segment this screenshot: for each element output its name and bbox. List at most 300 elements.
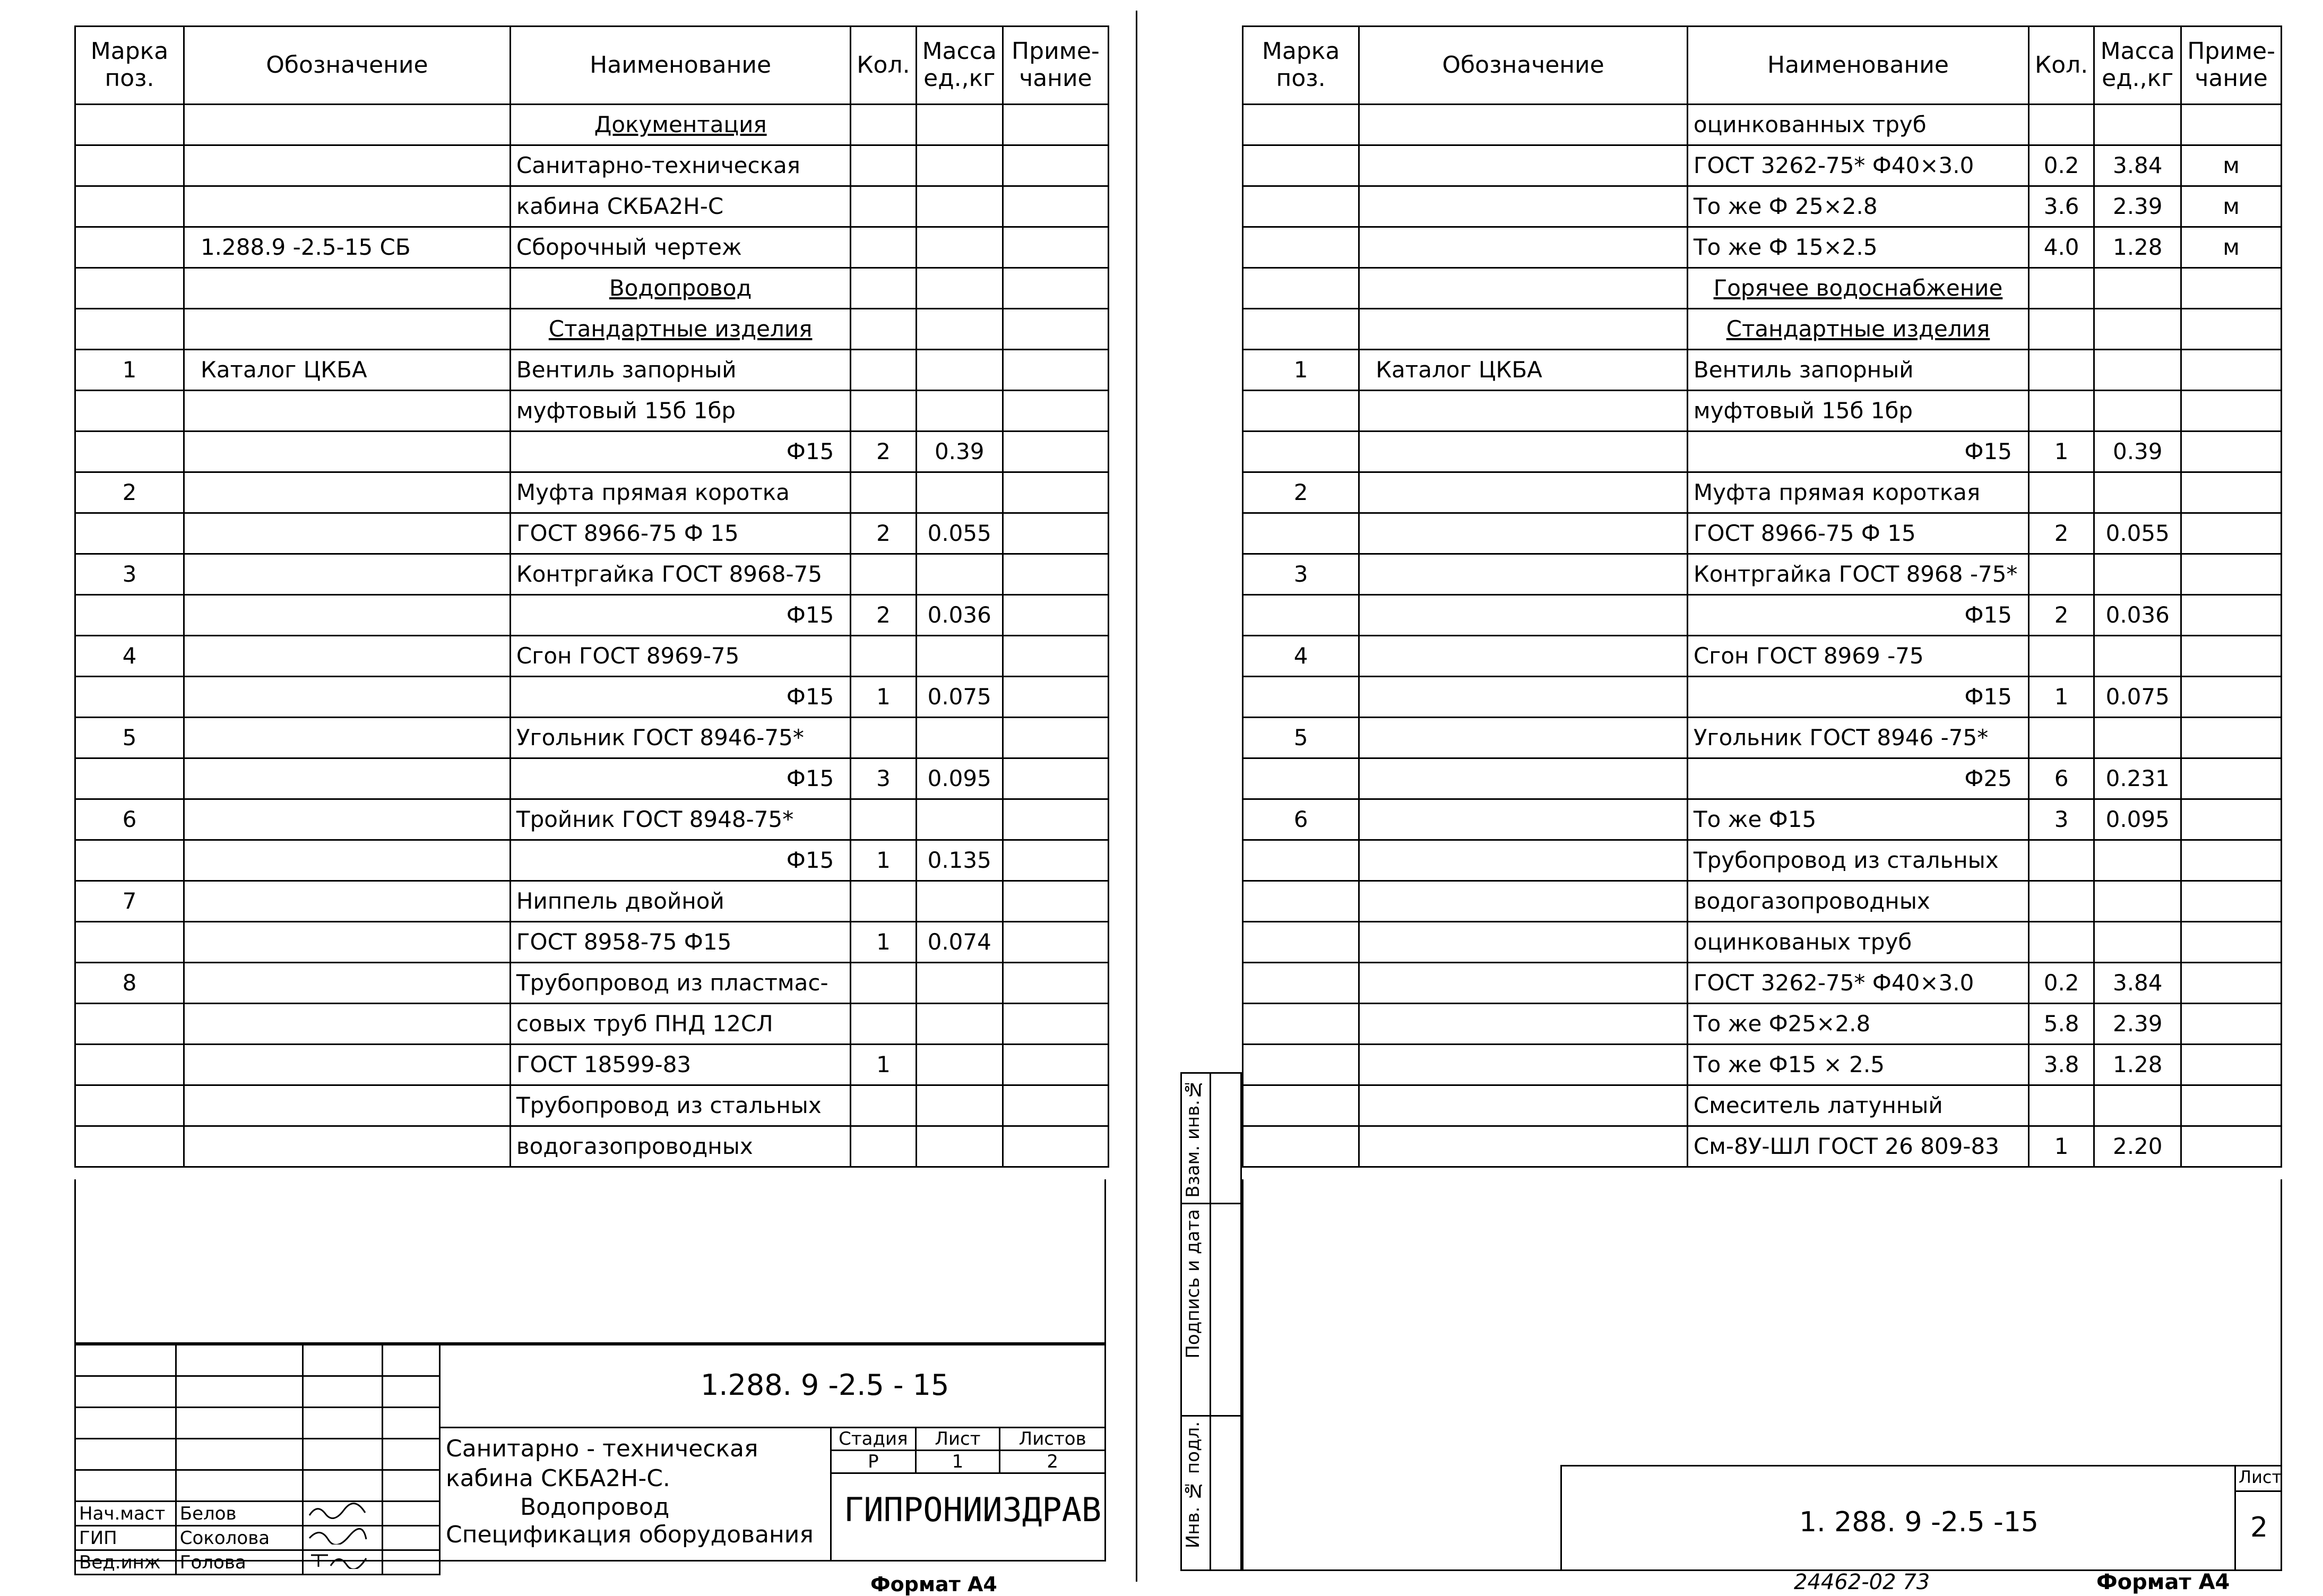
row-mass	[916, 881, 1003, 922]
row-mass	[2094, 636, 2181, 677]
section-heading: Горячее водоснабжение	[1713, 275, 2003, 301]
row-designation	[184, 1045, 510, 1085]
row-name: Муфта прямая коротка	[510, 472, 850, 513]
table-header-row	[1243, 27, 2282, 105]
row-name: Ф15	[1687, 432, 2028, 472]
row-name	[510, 105, 850, 145]
row-designation: Каталог ЦКБА	[184, 350, 510, 391]
table-row	[1243, 554, 2282, 595]
row-name	[1687, 309, 2028, 350]
row-designation	[184, 1004, 510, 1045]
row-mark: 2	[1243, 472, 1359, 513]
row-mass	[916, 227, 1003, 268]
document-code: 1. 288. 9 -2.5 -15	[1799, 1506, 2039, 1538]
table-row	[75, 1085, 1109, 1126]
row-qty: 0.2	[2028, 963, 2094, 1004]
row-mass	[2094, 309, 2181, 350]
row-mass	[2094, 554, 2181, 595]
row-designation	[184, 1126, 510, 1167]
table-row	[1243, 595, 2282, 636]
row-mark	[75, 268, 184, 309]
header-mark: Марка поз.	[75, 27, 184, 105]
row-mass	[2094, 105, 2181, 145]
table-row	[75, 1126, 1109, 1167]
table-row	[75, 758, 1109, 799]
document-code: 1.288. 9 -2.5 - 15	[701, 1368, 949, 1402]
row-mass: 2.39	[2094, 1004, 2181, 1045]
row-mass	[916, 636, 1003, 677]
row-name: Угольник ГОСТ 8946 -75*	[1687, 718, 2028, 758]
row-name: Санитарно-техническая	[510, 145, 850, 186]
row-note	[1003, 391, 1108, 432]
row-qty	[851, 105, 916, 145]
sheet-number: 2	[2250, 1512, 2268, 1543]
row-designation	[1359, 1126, 1688, 1167]
row-qty: 4.0	[2028, 227, 2094, 268]
table-row	[75, 309, 1109, 350]
row-mark	[1243, 391, 1359, 432]
table-row	[1243, 105, 2282, 145]
row-qty	[851, 554, 916, 595]
row-note	[1003, 186, 1108, 227]
row-designation	[184, 718, 510, 758]
row-qty	[851, 799, 916, 840]
row-name: водогазопроводных	[1687, 881, 2028, 922]
row-mark	[75, 1045, 184, 1085]
row-designation	[184, 554, 510, 595]
table-row	[1243, 758, 2282, 799]
row-mark	[1243, 758, 1359, 799]
table-row	[75, 718, 1109, 758]
row-name: Тройник ГОСТ 8948-75*	[510, 799, 850, 840]
stage-label: Стадия	[831, 1428, 916, 1451]
row-name: муфтовый 15б 1бр	[1687, 391, 2028, 432]
row-mass	[2094, 268, 2181, 309]
title-line-2: кабина СКБА2Н-С.	[446, 1465, 670, 1492]
row-name: водогазопроводных	[510, 1126, 850, 1167]
row-name: ГОСТ 3262-75* Ф40×3.0	[1687, 145, 2028, 186]
format-label: Формат А4	[2096, 1570, 2230, 1594]
row-name: Трубопровод из стальных	[510, 1085, 850, 1126]
row-mark	[75, 758, 184, 799]
row-qty: 2	[851, 432, 916, 472]
row-mass	[916, 105, 1003, 145]
row-note	[2181, 881, 2282, 922]
row-mass: 0.095	[2094, 799, 2181, 840]
row-note	[2181, 472, 2282, 513]
row-designation	[1359, 881, 1688, 922]
table-row	[75, 963, 1109, 1004]
row-name: Контргайка ГОСТ 8968 -75*	[1687, 554, 2028, 595]
person-name: Соколова	[176, 1526, 303, 1550]
table-header-row	[75, 27, 1109, 105]
table-row	[75, 1045, 1109, 1085]
row-qty: 2	[2028, 513, 2094, 554]
table-row	[75, 432, 1109, 472]
row-qty	[2028, 105, 2094, 145]
role-label: Нач.маст	[75, 1502, 176, 1526]
row-qty	[851, 227, 916, 268]
row-qty	[851, 309, 916, 350]
row-qty	[851, 391, 916, 432]
row-note	[2181, 432, 2282, 472]
signature-mark	[303, 1550, 382, 1575]
row-note	[2181, 758, 2282, 799]
row-name: То же Ф25×2.8	[1687, 1004, 2028, 1045]
row-mark	[75, 922, 184, 963]
row-note	[1003, 758, 1108, 799]
row-mark	[75, 186, 184, 227]
table-row	[75, 350, 1109, 391]
row-mark: 3	[75, 554, 184, 595]
row-mass: 2.39	[2094, 186, 2181, 227]
row-note	[1003, 472, 1108, 513]
row-name: Ф15	[510, 595, 850, 636]
table-row	[1243, 718, 2282, 758]
row-name: Муфта прямая короткая	[1687, 472, 2028, 513]
row-mark	[75, 513, 184, 554]
row-note	[1003, 963, 1108, 1004]
row-qty	[851, 1126, 916, 1167]
role-label: ГИП	[75, 1526, 176, 1550]
row-mark: 6	[1243, 799, 1359, 840]
row-mass	[916, 799, 1003, 840]
row-qty	[851, 350, 916, 391]
title-line-1: Санитарно - техническая	[446, 1435, 758, 1462]
row-mass: 0.135	[916, 840, 1003, 881]
row-qty: 1	[851, 922, 916, 963]
row-note	[2181, 554, 2282, 595]
row-qty	[2028, 554, 2094, 595]
row-mark	[75, 1085, 184, 1126]
row-mass	[916, 963, 1003, 1004]
table-row	[75, 677, 1109, 718]
row-qty	[2028, 840, 2094, 881]
row-designation	[1359, 105, 1688, 145]
table-row	[75, 145, 1109, 186]
row-qty	[851, 268, 916, 309]
row-note	[2181, 799, 2282, 840]
row-mass: 0.036	[916, 595, 1003, 636]
row-note	[1003, 432, 1108, 472]
row-note	[2181, 840, 2282, 881]
title-block-signatures	[74, 1344, 441, 1575]
row-name: Ф15	[1687, 677, 2028, 718]
table-row	[1243, 1045, 2282, 1085]
row-mass	[2094, 391, 2181, 432]
row-qty: 5.8	[2028, 1004, 2094, 1045]
row-mass: 2.20	[2094, 1126, 2181, 1167]
table-row	[1243, 268, 2282, 309]
row-mass	[916, 391, 1003, 432]
row-name: ГОСТ 8966-75 Ф 15	[510, 513, 850, 554]
row-mass	[916, 1085, 1003, 1126]
row-mark	[75, 595, 184, 636]
row-qty	[2028, 1085, 2094, 1126]
row-designation	[184, 391, 510, 432]
row-mark: 6	[75, 799, 184, 840]
row-qty: 1	[2028, 1126, 2094, 1167]
row-mark	[1243, 840, 1359, 881]
row-designation	[184, 881, 510, 922]
table-row	[1243, 432, 2282, 472]
row-qty: 3.6	[2028, 186, 2094, 227]
row-designation	[1359, 595, 1688, 636]
table-row	[1243, 840, 2282, 881]
row-note	[2181, 595, 2282, 636]
row-mark	[1243, 963, 1359, 1004]
row-qty	[2028, 268, 2094, 309]
row-designation	[184, 1085, 510, 1126]
row-mark	[1243, 1126, 1359, 1167]
table-row	[75, 922, 1109, 963]
table-row	[1243, 391, 2282, 432]
row-mass	[2094, 840, 2181, 881]
row-note	[1003, 595, 1108, 636]
row-mark: 1	[75, 350, 184, 391]
header-qty: Кол.	[851, 27, 916, 105]
row-designation	[1359, 840, 1688, 881]
header-note: Приме- чание	[1003, 27, 1108, 105]
row-note	[1003, 718, 1108, 758]
row-qty	[851, 963, 916, 1004]
row-note	[2181, 268, 2282, 309]
row-designation	[1359, 758, 1688, 799]
row-note	[1003, 677, 1108, 718]
row-mark	[1243, 1004, 1359, 1045]
section-heading: Стандартные изделия	[548, 316, 813, 342]
row-note	[1003, 350, 1108, 391]
row-mass: 1.28	[2094, 227, 2181, 268]
row-name: Ф15	[510, 758, 850, 799]
row-mark	[1243, 105, 1359, 145]
row-note	[2181, 1004, 2282, 1045]
row-designation	[184, 677, 510, 718]
row-qty: 1	[851, 840, 916, 881]
row-designation	[1359, 268, 1688, 309]
row-designation	[1359, 963, 1688, 1004]
row-mark	[1243, 227, 1359, 268]
table-row	[1243, 145, 2282, 186]
row-mark	[75, 145, 184, 186]
row-mass	[916, 186, 1003, 227]
row-qty	[2028, 636, 2094, 677]
row-note	[1003, 922, 1108, 963]
row-mass: 0.036	[2094, 595, 2181, 636]
table-row	[75, 186, 1109, 227]
header-mark: Марка поз.	[1243, 27, 1359, 105]
row-note	[1003, 227, 1108, 268]
table-row	[75, 595, 1109, 636]
header-designation: Обозначение	[1359, 27, 1688, 105]
row-note	[1003, 105, 1108, 145]
row-name: ГОСТ 3262-75* Ф40×3.0	[1687, 963, 2028, 1004]
row-mark	[1243, 145, 1359, 186]
table-row	[1243, 472, 2282, 513]
row-mass: 0.39	[916, 432, 1003, 472]
row-note	[2181, 1126, 2282, 1167]
row-name: Ф15	[510, 840, 850, 881]
signature-row	[75, 1526, 440, 1550]
row-note	[2181, 309, 2282, 350]
row-note	[2181, 513, 2282, 554]
org-rule	[830, 1427, 832, 1562]
row-name: оцинкованных труб	[1687, 105, 2028, 145]
row-mass	[916, 350, 1003, 391]
row-note	[2181, 105, 2282, 145]
row-name: То же Ф15 × 2.5	[1687, 1045, 2028, 1085]
table-row	[1243, 1004, 2282, 1045]
row-qty: 1	[2028, 432, 2094, 472]
table-row	[1243, 513, 2282, 554]
table-row	[75, 1004, 1109, 1045]
row-name: Ф15	[1687, 595, 2028, 636]
spec-table-1	[74, 25, 1109, 1168]
person-name: Белов	[176, 1502, 303, 1526]
row-qty	[851, 186, 916, 227]
table-row	[1243, 677, 2282, 718]
table-row	[1243, 636, 2282, 677]
row-mass	[916, 309, 1003, 350]
row-note	[1003, 1004, 1108, 1045]
row-qty: 3	[851, 758, 916, 799]
row-mass: 1.28	[2094, 1045, 2181, 1085]
row-qty: 6	[2028, 758, 2094, 799]
row-mark	[75, 227, 184, 268]
row-qty	[2028, 472, 2094, 513]
row-qty	[851, 636, 916, 677]
row-mass: 0.231	[2094, 758, 2181, 799]
row-qty: 1	[851, 677, 916, 718]
row-mark: 5	[75, 718, 184, 758]
row-designation	[184, 186, 510, 227]
signature-row	[75, 1550, 440, 1575]
row-designation	[1359, 513, 1688, 554]
row-designation: Каталог ЦКБА	[1359, 350, 1688, 391]
row-note	[2181, 350, 2282, 391]
row-name: Трубопровод из стальных	[1687, 840, 2028, 881]
row-mark: 1	[1243, 350, 1359, 391]
row-note	[2181, 636, 2282, 677]
row-mass: 0.39	[2094, 432, 2181, 472]
row-mass	[916, 1126, 1003, 1167]
table-row	[1243, 799, 2282, 840]
row-note	[1003, 636, 1108, 677]
sheet-value: 1	[916, 1451, 1000, 1473]
row-qty	[2028, 350, 2094, 391]
spec-sheet-1	[74, 25, 1109, 1596]
row-designation	[184, 105, 510, 145]
row-name	[510, 309, 850, 350]
table-row	[1243, 963, 2282, 1004]
row-qty	[851, 145, 916, 186]
row-mass	[916, 145, 1003, 186]
person-name: Голова	[176, 1550, 303, 1575]
title-line-3: Водопровод	[520, 1494, 670, 1521]
row-note	[1003, 554, 1108, 595]
row-mass	[2094, 472, 2181, 513]
row-mass: 3.84	[2094, 145, 2181, 186]
row-note	[1003, 799, 1108, 840]
section-heading: Стандартные изделия	[1726, 316, 1990, 342]
row-name: То же Ф 15×2.5	[1687, 227, 2028, 268]
sheets-value: 2	[1000, 1451, 1106, 1473]
row-mass	[2094, 350, 2181, 391]
header-mass: Масса ед.,кг	[916, 27, 1003, 105]
signature-row	[75, 1502, 440, 1526]
row-name: Смеситель латунный	[1687, 1085, 2028, 1126]
row-name: совых труб ПНД 12СЛ	[510, 1004, 850, 1045]
section-heading: Документация	[594, 111, 767, 137]
row-mark: 2	[75, 472, 184, 513]
row-designation	[1359, 677, 1688, 718]
inventory-number: 24462-02 73	[1794, 1570, 1930, 1594]
row-name: Сборочный чертеж	[510, 227, 850, 268]
row-qty	[851, 472, 916, 513]
row-name: Ф15	[510, 432, 850, 472]
row-name: Сгон ГОСТ 8969-75	[510, 636, 850, 677]
sheet-box-rule	[2234, 1490, 2282, 1492]
sheet-box-rule	[2234, 1465, 2236, 1571]
row-qty: 2	[851, 595, 916, 636]
row-mass	[916, 1004, 1003, 1045]
row-mark	[1243, 432, 1359, 472]
row-designation	[184, 636, 510, 677]
row-mass	[2094, 718, 2181, 758]
row-note	[2181, 391, 2282, 432]
role-label: Вед.инж	[75, 1550, 176, 1575]
row-name: ГОСТ 18599-83	[510, 1045, 850, 1085]
row-note	[1003, 1045, 1108, 1085]
row-name: См-8У-ШЛ ГОСТ 26 809-83	[1687, 1126, 2028, 1167]
row-name: Трубопровод из пластмас-	[510, 963, 850, 1004]
row-name: муфтовый 15б 1бр	[510, 391, 850, 432]
row-mass	[916, 718, 1003, 758]
row-note	[1003, 881, 1108, 922]
row-designation	[1359, 145, 1688, 186]
format-label: Формат А4	[870, 1573, 997, 1596]
table-row	[75, 391, 1109, 432]
table-row	[1243, 1085, 2282, 1126]
row-qty: 3.8	[2028, 1045, 2094, 1085]
row-name: оцинкованых труб	[1687, 922, 2028, 963]
spec-sheet-2	[1182, 25, 2282, 1594]
row-name: То же Ф15	[1687, 799, 2028, 840]
side-stamp-rule	[1180, 1203, 1242, 1204]
row-mark	[1243, 186, 1359, 227]
row-mark	[1243, 268, 1359, 309]
header-qty: Кол.	[2028, 27, 2094, 105]
row-designation	[1359, 799, 1688, 840]
row-mark: 7	[75, 881, 184, 922]
row-qty	[851, 881, 916, 922]
row-designation	[1359, 391, 1688, 432]
row-designation	[184, 309, 510, 350]
row-designation	[1359, 1045, 1688, 1085]
row-qty	[2028, 881, 2094, 922]
row-mark	[1243, 309, 1359, 350]
sheet-label: Лист	[2239, 1467, 2282, 1487]
row-mass	[916, 554, 1003, 595]
row-name: Угольник ГОСТ 8946-75*	[510, 718, 850, 758]
row-name: ГОСТ 8958-75 Ф15	[510, 922, 850, 963]
table-row	[75, 105, 1109, 145]
row-note	[2181, 1085, 2282, 1126]
header-name: Наименование	[1687, 27, 2028, 105]
title-line-4: Спецификация оборудования	[446, 1521, 814, 1548]
row-qty: 3	[2028, 799, 2094, 840]
table-row	[75, 881, 1109, 922]
